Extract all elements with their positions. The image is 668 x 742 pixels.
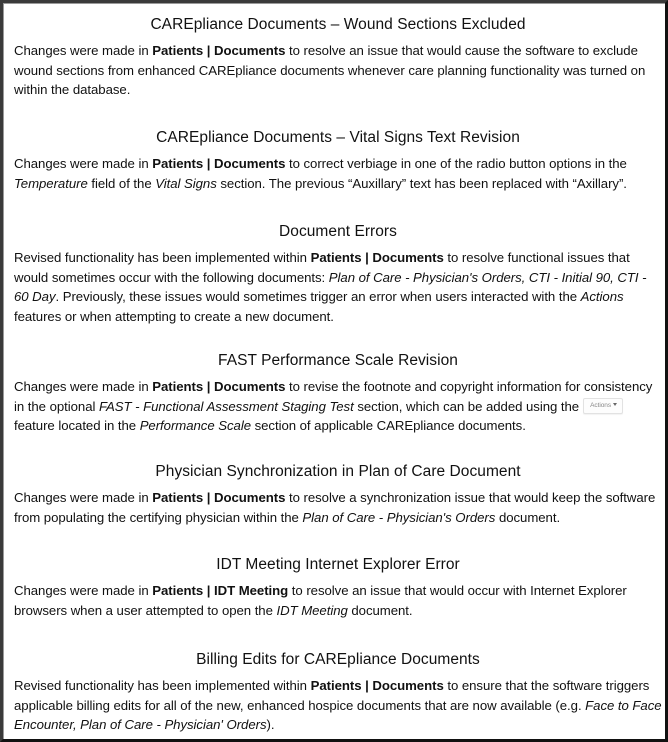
section-body: [14, 248, 662, 326]
italic-term-text: Vital Signs: [155, 175, 217, 191]
body-text: Changes were made in: [14, 490, 153, 505]
body-text: Changes were made in: [14, 379, 153, 394]
body-text: section. The previous “Auxillary” text has been replaced with “Axillary”.: [216, 175, 627, 191]
body-text: to revise the footnote and copyright information for consistency in the optional: [14, 379, 653, 414]
body-text: Changes were made in: [14, 43, 153, 58]
body-text: Changes were made in: [14, 583, 153, 598]
section-document-errors: [14, 222, 662, 326]
body-text: Revised functionality has been implemented within: [14, 678, 311, 693]
italic-term-text: Temperature: [14, 175, 88, 191]
italic-term-text: IDT Meeting: [276, 602, 348, 618]
italic-term-text: Actions: [580, 289, 624, 304]
body-text: Revised functionality has been implemented within: [14, 250, 311, 265]
section-body: [14, 154, 662, 193]
section-body: [14, 488, 662, 527]
actions-button-label: Actions: [590, 401, 612, 409]
body-text: features or when attempting to create a new document.: [14, 308, 334, 324]
italic-term-text: Plan of Care - Physician's Orders: [302, 509, 496, 525]
bold-path-text: Patients | Documents: [152, 43, 286, 58]
body-text: to ensure that the software triggers applicable billing edits for all of the new, enhanced hospice documents that are now available (e.g.: [14, 678, 650, 713]
bold-path-text: Patients | Documents: [310, 250, 444, 265]
section-title: CAREpliance Documents – Vital Signs Text Revision: [156, 129, 520, 146]
section-vital-signs-text-revision: [14, 128, 662, 193]
section-wound-sections-excluded: [14, 15, 662, 100]
section-title: Document Errors: [279, 223, 397, 240]
body-text: to resolve an issue that would occur with Internet Explorer browsers when a user attempted to open the: [14, 583, 627, 618]
italic-term-text: Performance Scale: [139, 418, 251, 433]
actions-dropdown-button[interactable]: [583, 398, 623, 414]
section-idt-meeting-ie-error: [14, 555, 662, 620]
section-title: CAREpliance Documents – Wound Sections Excluded: [150, 16, 526, 33]
caret-down-icon: [613, 403, 617, 406]
body-text: section of applicable CAREpliance documents.: [250, 418, 526, 433]
section-title: Physician Synchronization in Plan of Care Document: [155, 463, 521, 480]
section-body: [14, 676, 662, 735]
italic-term-text: Plan of Care - Physician's Orders, CTI - Initial 90, CTI - 60 Day: [14, 269, 647, 304]
body-text: section, which can be added using the: [353, 398, 580, 414]
body-text: Changes were made in: [14, 156, 153, 171]
body-text: . Previously, these issues would sometimes trigger an error when users interacted with the: [55, 289, 581, 304]
body-text: to resolve a synchronization issue that would keep the software from populating the certifying physician within the: [14, 490, 656, 525]
section-billing-edits: [14, 650, 662, 735]
section-title: FAST Performance Scale Revision: [218, 352, 458, 369]
body-text: to resolve an issue that would cause the software to exclude wound sections from enhanced CAREpliance documents whenever care planning functionality was turned on within the database.: [14, 43, 646, 97]
bold-path-text: Patients | Documents: [152, 156, 286, 171]
italic-term-text: FAST - Functional Assessment Staging Test: [98, 398, 354, 414]
body-text: feature located in the: [14, 418, 140, 433]
section-title: Billing Edits for CAREpliance Documents: [196, 651, 480, 668]
section-body: [14, 377, 662, 436]
bold-path-text: Patients | Documents: [152, 490, 286, 505]
body-text: to resolve functional issues that would sometimes occur with the following documents:: [14, 250, 630, 285]
bold-path-text: Patients | Documents: [152, 379, 286, 394]
section-body: [14, 581, 662, 620]
body-text: to correct verbiage in one of the radio button options in the: [285, 156, 627, 171]
body-text: document.: [495, 509, 561, 525]
body-text: ).: [266, 717, 275, 732]
section-title: IDT Meeting Internet Explorer Error: [216, 556, 460, 573]
body-text: document.: [347, 602, 413, 618]
body-text: field of the: [87, 175, 156, 191]
section-physician-synchronization: [14, 462, 662, 527]
bold-path-text: Patients | IDT Meeting: [152, 583, 289, 598]
italic-term-text: Face to Face Encounter, Plan of Care - Physician' Orders: [14, 697, 662, 732]
section-fast-performance-scale-revision: [14, 351, 662, 436]
section-body: [14, 41, 662, 100]
bold-path-text: Patients | Documents: [310, 678, 444, 693]
